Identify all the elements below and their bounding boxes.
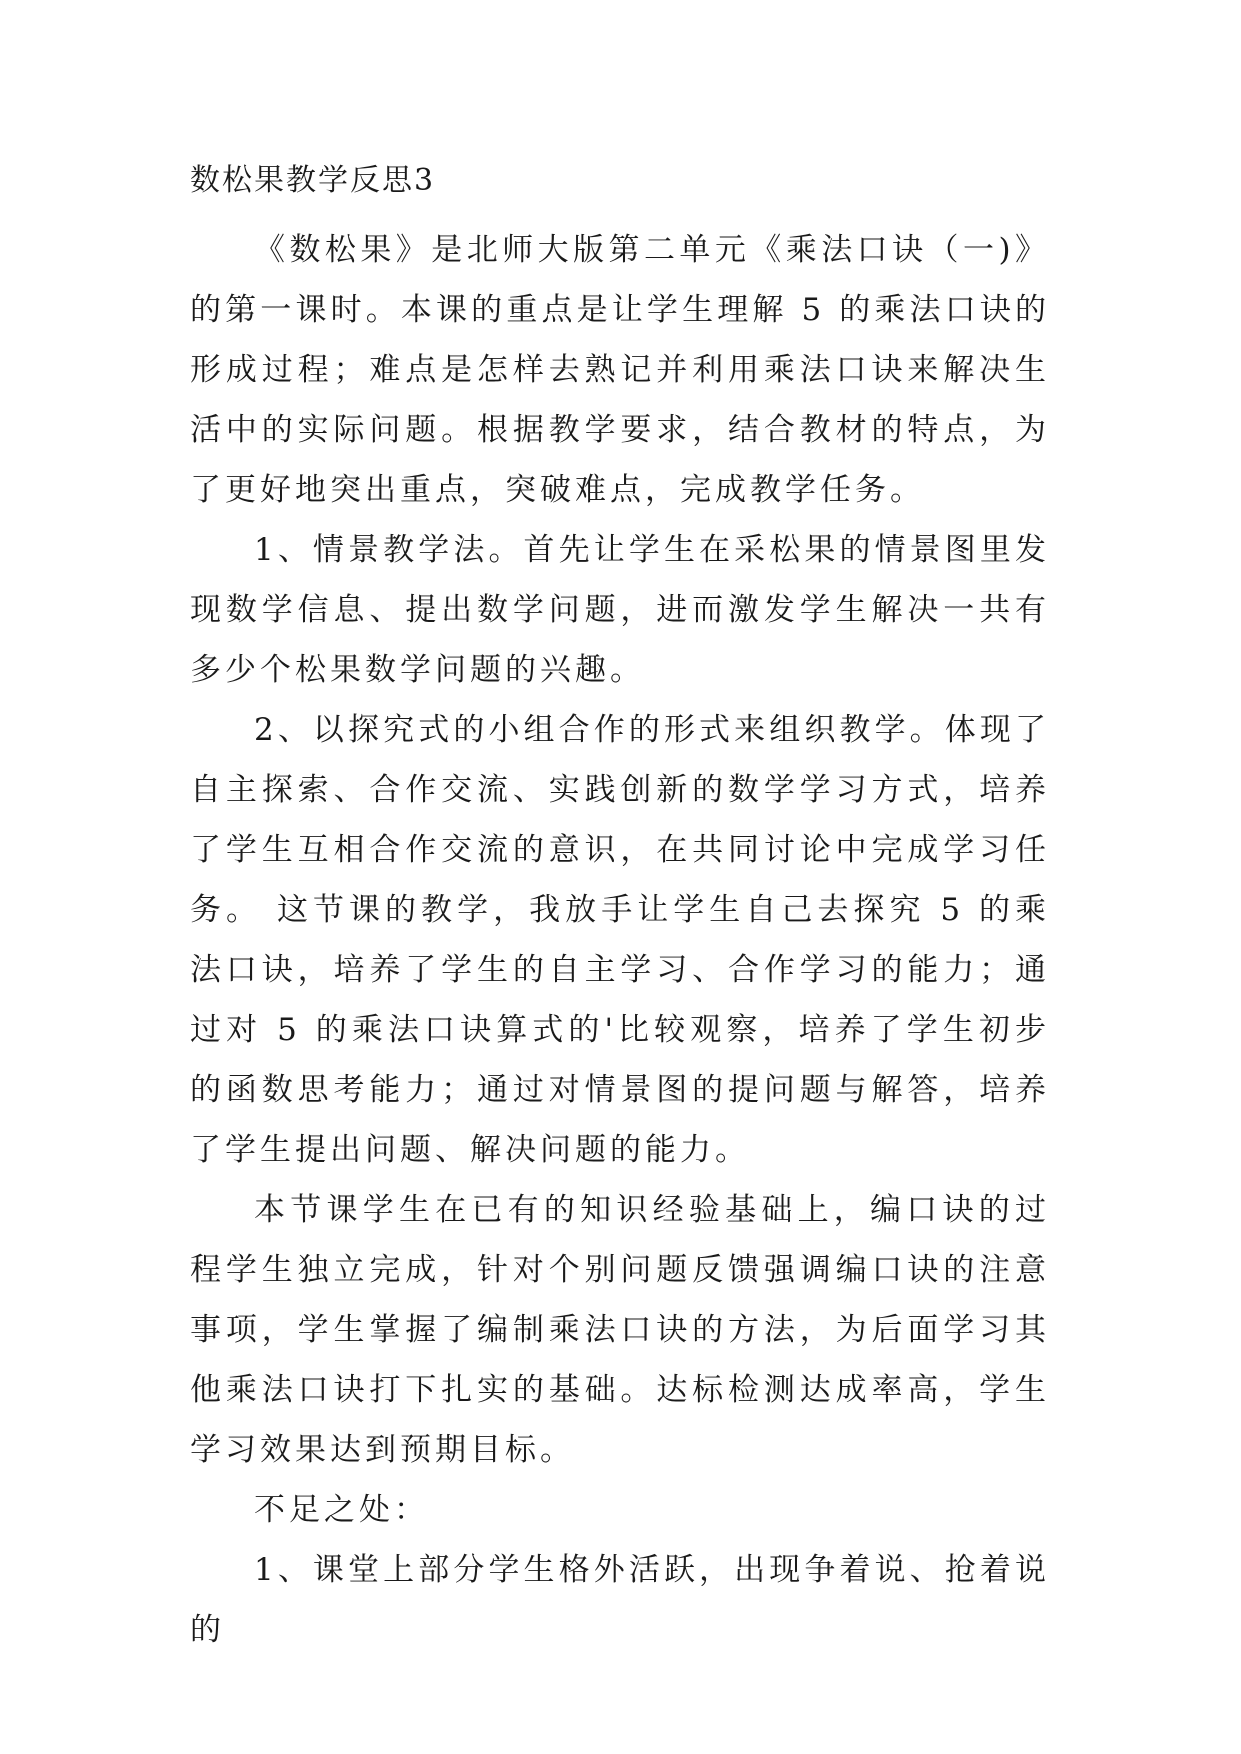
paragraph-shortcomings-heading: 不足之处： xyxy=(254,1492,429,1528)
paragraph-summary: 本节课学生在已有的知识经验基础上，编口诀的过程学生独立完成，针对个别问题反馈强调编口诀的注意事项，学生掌握了编制乘法口诀的方法，为后面学习其他乘法口诀打下扎实的基础。达标检测达成率高，学生学习效果达到预期目标。 xyxy=(190,1192,1050,1468)
document-page xyxy=(190,160,1050,1660)
paragraph-intro: 《数松果》是北师大版第二单元《乘法口诀（一)》的第一课时。本课的重点是让学生理解 5 的乘法口诀的形成过程；难点是怎样去熟记并利用乘法口诀来解决生活中的实际问题。根据教学要求，结合教材的特点，为了更好地突出重点，突破难点，完成教学任务。 xyxy=(190,232,1050,508)
paragraph-method-2: 2、以探究式的小组合作的形式来组织教学。体现了自主探索、合作交流、实践创新的数学学习方式，培养了学生互相合作交流的意识，在共同讨论中完成学习任务。 这节课的教学，我放手让学生自己去探究 5 的乘法口诀，培养了学生的自主学习、合作学习的能力；通过对 5 的乘法口诀算式的'比较观察，培养了学生初步的函数思考能力；通过对情景图的提问题与解答，培养了学生提出问题、解决问题的能力。 xyxy=(190,712,1050,1168)
paragraph-shortcoming-1: 1、课堂上部分学生格外活跃，出现争着说、抢着说的 xyxy=(190,1552,1050,1648)
document-title: 数松果教学反思3 xyxy=(190,163,436,198)
paragraph-method-1: 1、情景教学法。首先让学生在采松果的情景图里发现数学信息、提出数学问题，进而激发学生解决一共有多少个松果数学问题的兴趣。 xyxy=(190,532,1050,688)
